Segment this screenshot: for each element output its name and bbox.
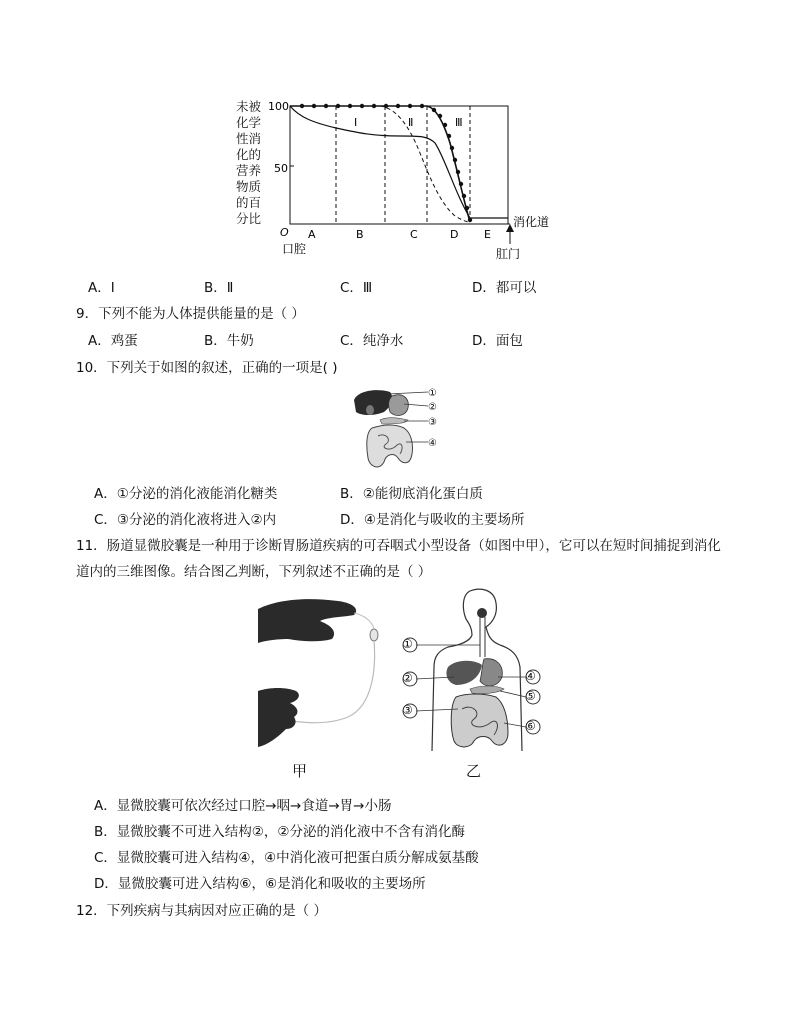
q11-option-c: C．显微胶囊可进入结构④，④中消化液可把蛋白质分解成氨基酸 [94,850,479,866]
x-label-B: B [356,228,364,241]
x-label-C: C [410,228,418,241]
region-label-I: Ⅰ [354,116,358,129]
curve-III-dot [468,218,472,222]
curve-III-dot [372,104,376,108]
q8-option-b: B．Ⅱ [204,280,234,296]
curve-III-dot [384,104,388,108]
digestion-chart-svg [230,98,560,263]
origin-label: O [280,226,289,239]
gallbladder-shape [366,405,374,415]
curve-III-dot [300,104,304,108]
capsule-shape [370,629,378,641]
q11-stem-line1: 11．肠道显微胶囊是一种用于诊断胃肠道疾病的可吞咽式小型设备（如图中甲），它可以在短时间捕捉到消化 [76,538,721,554]
x-label-D: D [450,228,459,241]
curve-III-dot [453,158,457,162]
body-label-5: ⑤ [525,689,536,703]
pancreas-shape [380,418,408,424]
curve-III-dot [462,194,466,198]
upper-glove [258,599,356,643]
y-tick-50: 50 [274,162,288,175]
organ-label-4: ④ [428,438,437,449]
q10-option-d: D．④是消化与吸收的主要场所 [340,512,525,528]
organ-label-2: ② [428,402,437,413]
body-label-1: ① [402,637,413,651]
curve-III-dot [312,104,316,108]
curve-III-dot [465,206,469,210]
q11-option-b: B．显微胶囊不可进入结构②，②分泌的消化液中不含有消化酶 [94,824,465,840]
ylabel-line: 化的 [236,147,262,162]
digestive-organs-figure [348,382,448,474]
ylabel-line: 营养 [236,163,262,178]
q9-option-c: C．纯净水 [340,333,404,349]
body-label-4: ④ [525,669,536,683]
curve-III [290,106,470,222]
lower-glove [258,688,299,747]
esophagus-shape [480,617,485,657]
intestine-shape-b [451,694,508,747]
x-label-A: A [308,228,316,241]
q10-option-c: C．③分泌的消化液将进入②内 [94,512,277,528]
anus-label: 肛门 [496,247,521,261]
curve-III-dot [324,104,328,108]
organ-label-1: ① [428,388,437,399]
y-tick-100: 100 [268,100,289,113]
q9-option-a: A．鸡蛋 [88,333,138,349]
region-label-III: Ⅲ [455,116,463,129]
curve-III-dot [408,104,412,108]
curve-III-dot [396,104,400,108]
pancreas-shape-b [470,686,504,694]
caption-yi: 乙 [466,762,482,780]
stomach-shape [389,395,409,416]
capsule-string [292,641,375,723]
body-label-3: ③ [402,703,413,717]
region-label-II: Ⅱ [408,116,414,129]
digestive-organs-svg [348,382,448,474]
capsule-photo-svg [258,595,393,750]
curve-III-dot [450,146,454,150]
organ-label-3: ③ [428,417,437,428]
leader-b5 [500,691,526,697]
ylabel-line: 化学 [236,115,262,130]
body-diagram [400,585,550,755]
curve-III-dot [348,104,352,108]
caption-jia: 甲 [292,762,308,780]
digestion-chart [230,98,560,263]
intestine-shape [367,425,413,467]
q8-option-a: A．Ⅰ [88,280,115,296]
curve-III-dot [336,104,340,108]
curve-III-dot [459,182,463,186]
q9-option-b: B．牛奶 [204,333,254,349]
curve-III-dot [360,104,364,108]
plot-frame [290,106,508,224]
body-label-6: ⑥ [525,719,536,733]
curve-III-dot [456,170,460,174]
stomach-shape-b [480,659,502,686]
mouth-label: 口腔 [282,242,307,256]
ylabel-line: 未被 [236,99,262,114]
q10-option-a: A．①分泌的消化液能消化糖类 [94,486,278,502]
q11-stem-line2: 道内的三维图像。结合图乙判断，下列叙述不正确的是（ ） [76,564,432,580]
q8-option-c: C．Ⅲ [340,280,373,296]
ylabel-line: 物质 [236,179,262,194]
curve-I [290,106,508,218]
q9-option-d: D．面包 [472,333,523,349]
ylabel-line: 性消 [236,131,262,146]
q8-option-d: D．都可以 [472,280,537,296]
q10-stem: 10．下列关于如图的叙述，正确的一项是( ) [76,360,338,376]
ylabel-line: 的百 [236,195,262,210]
body-label-2: ② [402,671,413,685]
liver-shape-b [446,661,482,685]
capsule-photo [258,595,393,750]
curve-III-dot [432,108,436,112]
q11-option-a: A．显微胶囊可依次经过口腔→咽→食道→胃→小肠 [94,798,392,814]
q10-option-b: B．②能彻底消化蛋白质 [340,486,483,502]
q9-stem: 9．下列不能为人体提供能量的是（ ） [76,306,305,322]
curve-III-dot [438,114,442,118]
curve-III-dot [447,134,451,138]
q11-option-d: D．显微胶囊可进入结构⑥，⑥是消化和吸收的主要场所 [94,876,426,892]
curve-III-dot [420,104,424,108]
leader-1 [388,392,428,394]
x-label-E: E [484,228,491,241]
capsule-string-upper [354,613,374,629]
q12-stem: 12．下列疾病与其病因对应正确的是（ ） [76,903,327,919]
curve-III-dot [443,123,447,127]
ylabel-line: 分比 [236,211,262,226]
mouth-shape [477,608,487,618]
tract-label: 消化道 [513,215,550,229]
